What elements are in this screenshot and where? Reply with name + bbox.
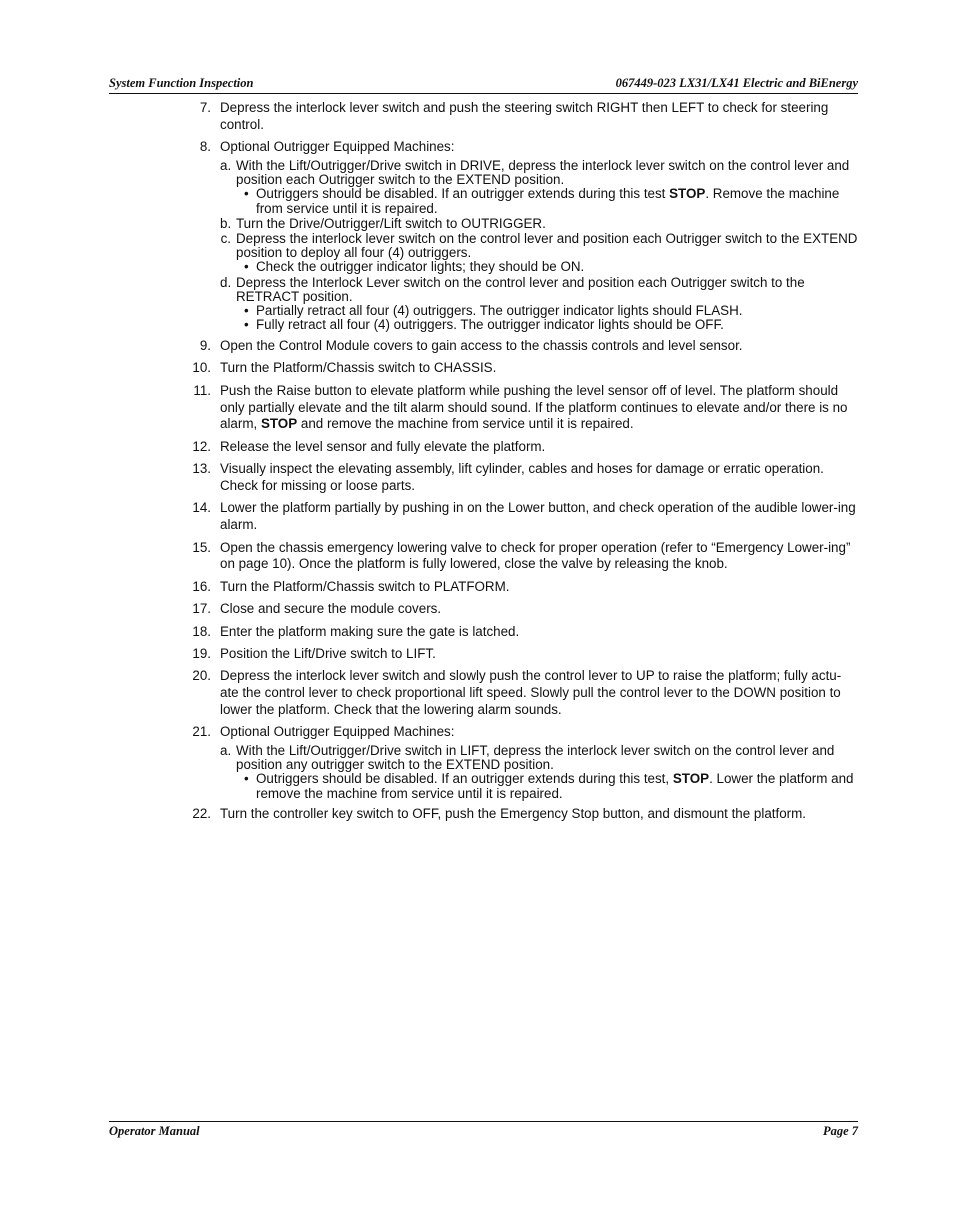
step-text: Position the Lift/Drive switch to LIFT. bbox=[220, 645, 436, 661]
substep-letter: a. bbox=[220, 743, 232, 759]
bullet-text: Partially retract all four (4) outriggers. The outrigger indicator lights should FLASH. bbox=[256, 303, 743, 319]
stop-emphasis: STOP bbox=[669, 186, 706, 202]
bullet-item bbox=[236, 304, 858, 318]
bullet-item bbox=[236, 318, 858, 332]
substep-list bbox=[220, 159, 858, 332]
step-20 bbox=[109, 668, 858, 718]
substep-list bbox=[220, 744, 858, 801]
step-21 bbox=[109, 724, 858, 801]
step-19 bbox=[109, 646, 858, 663]
substep-letter: b. bbox=[220, 215, 232, 231]
step-number: 15. bbox=[192, 539, 211, 555]
bullet-item bbox=[236, 187, 858, 215]
step-12 bbox=[109, 439, 858, 456]
bullet-text-cont: . Lower the platform and remove the machine from service until it is repaired. bbox=[256, 771, 854, 801]
step-number: 20. bbox=[192, 668, 211, 684]
substep-text: Depress the Interlock Lever switch on the control lever and position each Outrigger switch to the RETRACT position. bbox=[236, 274, 805, 304]
document-title: 067449-023 LX31/LX41 Electric and BiEnergy bbox=[615, 76, 858, 90]
step-number: 13. bbox=[192, 461, 211, 477]
step-17 bbox=[109, 601, 858, 618]
step-number: 11. bbox=[193, 382, 211, 398]
substep-letter: c. bbox=[220, 231, 231, 246]
page-header bbox=[109, 76, 858, 94]
step-8 bbox=[109, 139, 858, 332]
step-text: Optional Outrigger Equipped Machines: bbox=[220, 139, 455, 155]
step-text: Turn the Platform/Chassis switch to CHASSIS. bbox=[220, 360, 497, 376]
procedure-list bbox=[109, 100, 858, 829]
bullet-text: Check the outrigger indicator lights; they should be ON. bbox=[256, 259, 585, 275]
step-number: 19. bbox=[192, 645, 211, 661]
stop-emphasis: STOP bbox=[260, 416, 298, 432]
step-text: Visually inspect the elevating assembly, lift cylinder, cables and hoses for damage or erratic operation. Check for missing or loose parts. bbox=[220, 461, 824, 493]
step-text-cont: and remove the machine from service until it is repaired. bbox=[297, 416, 634, 432]
substep-text: Turn the Drive/Outrigger/Lift switch to OUTRIGGER. bbox=[236, 215, 546, 231]
bullet-icon: • bbox=[244, 186, 249, 202]
bullet-icon: • bbox=[244, 771, 249, 787]
substep-text: With the Lift/Outrigger/Drive switch in DRIVE, depress the interlock lever switch on the control lever and position each Outrigger switch to the EXTEND position. bbox=[236, 157, 850, 188]
substep-letter: d. bbox=[220, 274, 232, 290]
substep-text: Depress the interlock lever switch on the control lever and position each Outrigger switch to the EXTEND position to deploy all four (4) outriggers. bbox=[236, 231, 858, 261]
bullet-text: Fully retract all four (4) outriggers. The outrigger indicator lights should be OFF. bbox=[256, 317, 724, 333]
substep-letter: a. bbox=[220, 157, 232, 173]
step-14 bbox=[109, 500, 858, 534]
step-18 bbox=[109, 624, 858, 641]
step-text: Depress the interlock lever switch and slowly push the control lever to UP to raise the platform; fully actu-ate the control lever to check proportional lift speed. Slowly pull the control lever to the DOWN position to lower the platform. Check that the lowering alarm sounds. bbox=[220, 668, 842, 717]
step-10 bbox=[109, 360, 858, 377]
bullet-icon: • bbox=[244, 303, 249, 319]
step-number: 17. bbox=[192, 601, 211, 617]
bullet-icon: • bbox=[244, 259, 249, 275]
stop-emphasis: STOP bbox=[672, 771, 710, 787]
step-text: Turn the controller key switch to OFF, push the Emergency Stop button, and dismount the platform. bbox=[220, 806, 807, 822]
step-number: 10. bbox=[192, 360, 211, 376]
step-number: 7. bbox=[199, 100, 211, 115]
page-footer bbox=[109, 1121, 858, 1139]
bullet-text: Outriggers should be disabled. If an outrigger extends during this test, bbox=[256, 771, 673, 787]
substep-d bbox=[220, 276, 858, 333]
substep-text: With the Lift/Outrigger/Drive switch in LIFT, depress the interlock lever switch on the control lever and position any outrigger switch to the EXTEND position. bbox=[236, 743, 835, 773]
step-number: 18. bbox=[192, 623, 211, 639]
step-9 bbox=[109, 338, 858, 355]
step-11 bbox=[109, 383, 858, 433]
bullet-text: Outriggers should be disabled. If an outrigger extends during this test bbox=[256, 186, 670, 202]
manual-title: Operator Manual bbox=[109, 1124, 200, 1138]
step-text: Release the level sensor and fully elevate the platform. bbox=[220, 438, 546, 454]
step-text: Push the Raise button to elevate platform while pushing the level sensor off of level. The platform should only partially elevate and the tilt alarm should sound. If the platform continues to elevate and/or there is no alarm, bbox=[220, 382, 848, 432]
step-number: 22. bbox=[192, 806, 211, 822]
bullet-text-cont: . Remove the machine from service until it is repaired. bbox=[256, 186, 840, 216]
step-text: Close and secure the module covers. bbox=[220, 601, 442, 617]
bullet-icon: • bbox=[244, 317, 249, 333]
section-title: System Function Inspection bbox=[109, 76, 254, 90]
step-number: 16. bbox=[192, 578, 211, 594]
step-13 bbox=[109, 461, 858, 495]
step-number: 8. bbox=[199, 139, 211, 155]
step-15 bbox=[109, 540, 858, 574]
substep-b bbox=[220, 217, 858, 231]
step-number: 12. bbox=[192, 438, 211, 454]
substep-a bbox=[220, 744, 858, 801]
substep-c bbox=[220, 232, 858, 275]
step-text: Turn the Platform/Chassis switch to PLATFORM. bbox=[220, 578, 510, 594]
page-number: Page 7 bbox=[822, 1124, 858, 1138]
step-text: Open the Control Module covers to gain access to the chassis controls and level sensor. bbox=[220, 338, 743, 354]
step-7 bbox=[109, 100, 858, 134]
step-text: Enter the platform making sure the gate is latched. bbox=[220, 623, 520, 639]
step-22 bbox=[109, 806, 858, 823]
bullet-item bbox=[236, 772, 858, 800]
step-number: 14. bbox=[192, 500, 211, 516]
step-number: 9. bbox=[199, 338, 211, 354]
step-text: Open the chassis emergency lowering valve to check for proper operation (refer to “Emergency Lower-ing” on page 10). Once the platform is fully lowered, close the valve by releasing the knob. bbox=[220, 539, 851, 572]
step-text: Depress the interlock lever switch and push the steering switch RIGHT then LEFT to check for steering control. bbox=[220, 100, 829, 132]
step-16 bbox=[109, 579, 858, 596]
step-text: Lower the platform partially by pushing in on the Lower button, and check operation of the audible lower-ing alarm. bbox=[220, 500, 856, 533]
substep-a bbox=[220, 159, 858, 216]
step-number: 21. bbox=[192, 724, 211, 740]
bullet-item bbox=[236, 260, 858, 274]
step-text: Optional Outrigger Equipped Machines: bbox=[220, 724, 455, 740]
